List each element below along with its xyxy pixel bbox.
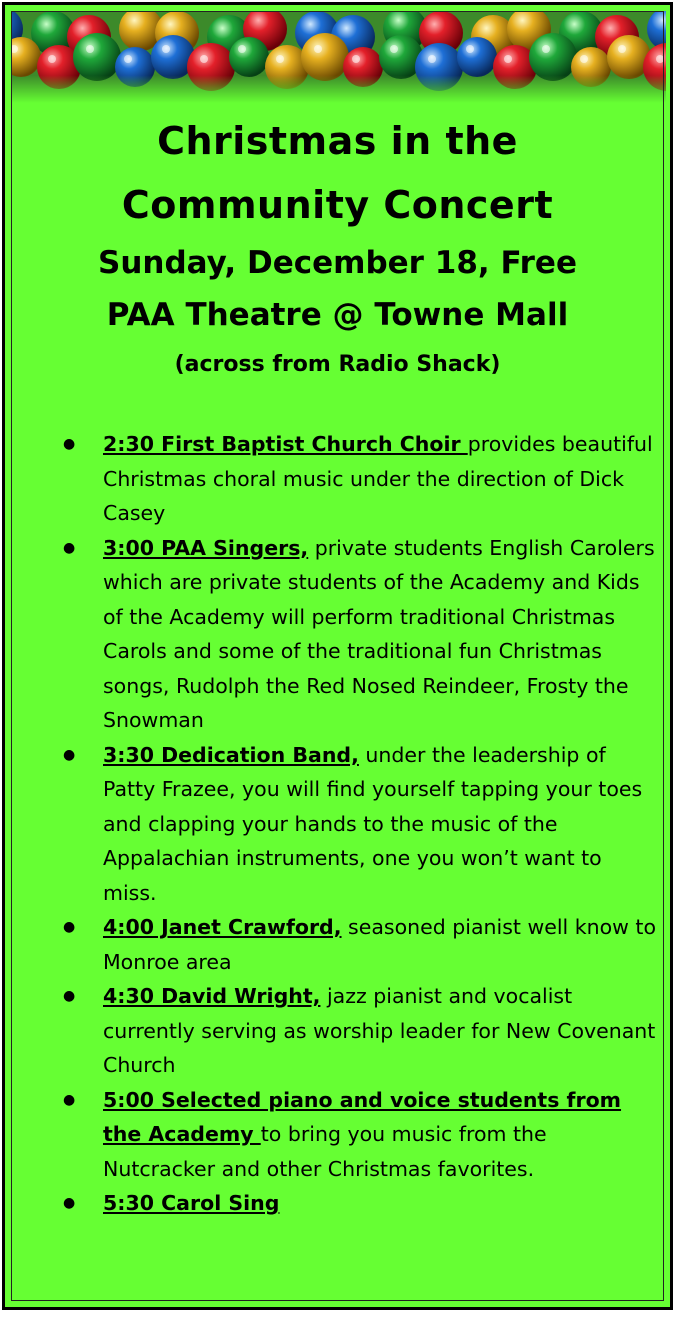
event-heading: 3:30 Dedication Band, <box>103 742 359 767</box>
event-heading: 4:00 Janet Crawford, <box>103 915 342 939</box>
bullet-icon: ● <box>63 988 76 1004</box>
christmas-ornaments-icon <box>11 11 666 103</box>
list-item <box>57 1083 657 1187</box>
title-line-1: Christmas in the <box>157 119 518 163</box>
bullet-icon: ● <box>63 1091 76 1108</box>
bullet-icon: ● <box>63 919 76 935</box>
title-line-2: Community Concert <box>121 183 554 227</box>
list-item <box>57 531 657 738</box>
list-item <box>57 1186 657 1221</box>
event-heading: 3:00 PAA Singers, <box>103 535 309 560</box>
event-description: provides beautiful Christmas choral music under the direction of Dick Casey <box>103 432 653 525</box>
event-heading: 2:30 First Baptist Church Choir <box>103 432 468 456</box>
bullet-icon: ● <box>63 539 76 556</box>
bullet-icon: ● <box>63 746 76 763</box>
event-description: private students English Carolers which are private students of the Academy and Kids of the Academy will perform traditional Christmas Carols and some of the traditional fun Christmas songs, Rudolph the Red Nosed Reindeer, Frosty the Snowman <box>103 535 655 732</box>
list-item <box>57 738 657 911</box>
date-line: Sunday, December 18, Free <box>98 245 577 281</box>
list-item <box>57 910 657 979</box>
bullet-icon: ● <box>63 1195 76 1211</box>
bullet-icon: ● <box>63 436 76 452</box>
ornament-banner-icon <box>11 11 666 103</box>
event-description: under the leadership of Patty Frazee, you will find yourself tapping your toes and clapping your hands to the music of the Appalachian instruments, one you won’t want to miss. <box>103 742 643 905</box>
flyer-header <box>5 109 670 387</box>
list-item <box>57 979 657 1083</box>
event-heading: 5:30 Carol Sing <box>103 1191 280 1215</box>
location-note: (across from Radio Shack) <box>174 352 501 377</box>
list-item <box>57 427 657 531</box>
event-heading: 4:30 David Wright, <box>103 984 321 1008</box>
event-heading: 5:00 Selected piano and voice students from the Academy <box>103 1087 622 1146</box>
event-description: seasoned pianist well know to Monroe area <box>103 915 657 974</box>
venue-line: PAA Theatre @ Towne Mall <box>106 297 569 333</box>
event-schedule-list <box>57 427 657 1221</box>
event-description: jazz pianist and vocalist currently serving as worship leader for New Covenant Church <box>103 984 656 1077</box>
concert-flyer <box>2 2 673 1310</box>
event-description: to bring you music from the Nutcracker and other Christmas favorites. <box>103 1122 547 1181</box>
